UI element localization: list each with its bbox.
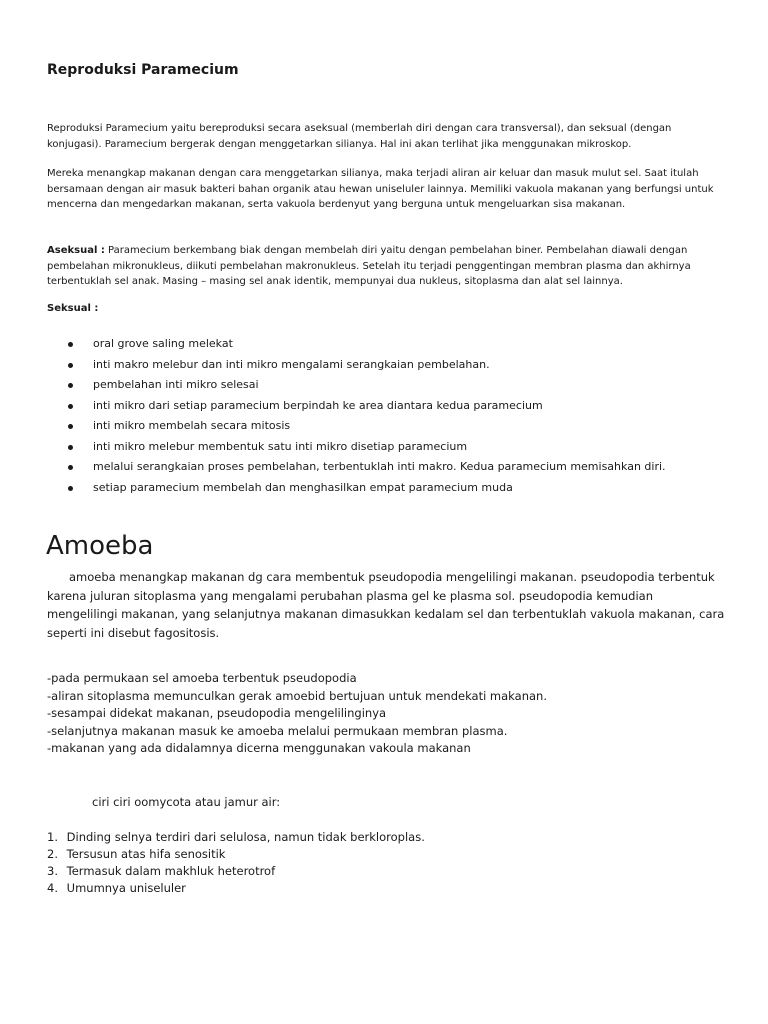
list-item: -pada permukaan sel amoeba terbentuk pseudopodia [47,671,357,685]
list-item [47,880,425,897]
amoeba-paragraph: amoeba menangkap makanan dg cara membentuk pseudopodia mengelilingi makanan. pseudopodia terbentuk karena juluran sitoplasma yang mengalami perubahan plasma gel ke plasma sol. pseudopodia kemudian mengelilingi makanan, yang selanjutnya makanan dimasukkan kedalam sel dan terbentuklah vakuola makanan, cara seperti ini disebut fagositosis. [47,570,725,640]
list-item-text: Umumnya uniseluler [66,881,186,895]
list-item-text: melalui serangkaian proses pembelahan, terbentuklah inti makro. Kedua paramecium memisahkan diri. [93,460,666,473]
list-item: -makanan yang ada didalamnya dicerna menggunakan vakoula makanan [47,741,471,755]
seksual-label: Seksual : [47,303,99,314]
list-item: -sesampai didekat makanan, pseudopodia mengelilinginya [47,706,387,720]
list-item-text: Dinding selnya terdiri dari selulosa, namun tidak berkloroplas. [66,830,425,844]
list-number: 3. [47,864,58,878]
list-number: 1. [47,830,58,844]
list-item-text: oral grove saling melekat [93,337,233,350]
list-item [47,829,425,846]
paramecium-paragraph-2: Mereka menangkap makanan dengan cara menggetarkan silianya, maka terjadi aliran air keluar dan masuk mulut sel. Saat itulah bersamaan dengan air masuk bakteri bahan organik atau hewan uniseluler lainnya. Memiliki vakuola makanan yang berfungsi untuk mencerna dan mengedarkan makanan, serta vakuola berdenyut yang berguna untuk mengeluarkan sisa makanan. [47,168,714,210]
oomycota-heading: ciri ciri oomycota atau jamur air: [92,795,281,809]
list-item-text: pembelahan inti mikro selesai [93,378,259,391]
list-item [47,846,425,863]
bullet-icon [68,424,73,429]
bullet-icon [68,404,73,409]
paramecium-paragraph-1: Reproduksi Paramecium yaitu bereproduksi secara aseksual (memberlah diri dengan cara transversal), dan seksual (dengan konjugasi). Paramecium bergerak dengan menggetarkan silianya. Hal ini akan terlihat jika menggunakan mikroskop. [47,123,672,150]
amoeba-title: Amoeba [46,531,154,561]
list-item-text: Termasuk dalam makhluk heterotrof [66,864,276,878]
list-item [68,355,666,376]
list-item-text: inti makro melebur dan inti mikro mengalami serangkaian pembelahan. [93,357,490,371]
list-item [68,437,666,458]
bullet-icon [68,342,73,347]
aseksual-label: Aseksual : [47,245,105,256]
list-item-text: inti mikro melebur membentuk satu inti mikro disetiap paramecium [93,439,468,453]
amoeba-steps [47,670,547,758]
bullet-icon [68,363,73,368]
bullet-icon [68,445,73,450]
list-item [68,457,666,478]
list-item [47,863,425,880]
list-item-text: setiap paramecium membelah dan menghasilkan empat paramecium muda [93,480,513,494]
list-item-text: Tersusun atas hifa senositik [66,847,226,861]
aseksual-text: Paramecium berkembang biak dengan membelah diri yaitu dengan pembelahan biner. Pembelahan diawali dengan pembelahan mikronukleus, diikuti pembelahan makronukleus. Setelah itu terjadi penggentingan membran plasma dan akhirnya terbentuklah sel anak. Masing – masing sel anak identik, mempunyai dua nukleus, sitoplasma dan alat sel lainnya. [47,245,691,287]
list-item-text: inti mikro dari setiap paramecium berpindah ke area diantara kedua paramecium [93,398,543,412]
list-number: 2. [47,847,58,861]
list-item [68,478,666,499]
list-item [68,396,666,417]
seksual-list [68,334,666,498]
list-number: 4. [47,881,58,895]
list-item-text: inti mikro membelah secara mitosis [93,419,291,432]
oomycota-list [47,829,425,897]
list-item: -aliran sitoplasma memunculkan gerak amoebid bertujuan untuk mendekati makanan. [47,688,547,703]
bullet-icon [68,465,73,470]
aseksual-paragraph [47,243,717,290]
list-item [68,375,666,396]
list-item [68,416,666,437]
paramecium-title: Reproduksi Paramecium [47,62,239,78]
bullet-icon [68,383,73,388]
list-item: -selanjutnya makanan masuk ke amoeba melalui permukaan membran plasma. [47,723,508,738]
bullet-icon [68,486,73,491]
list-item [68,334,666,355]
